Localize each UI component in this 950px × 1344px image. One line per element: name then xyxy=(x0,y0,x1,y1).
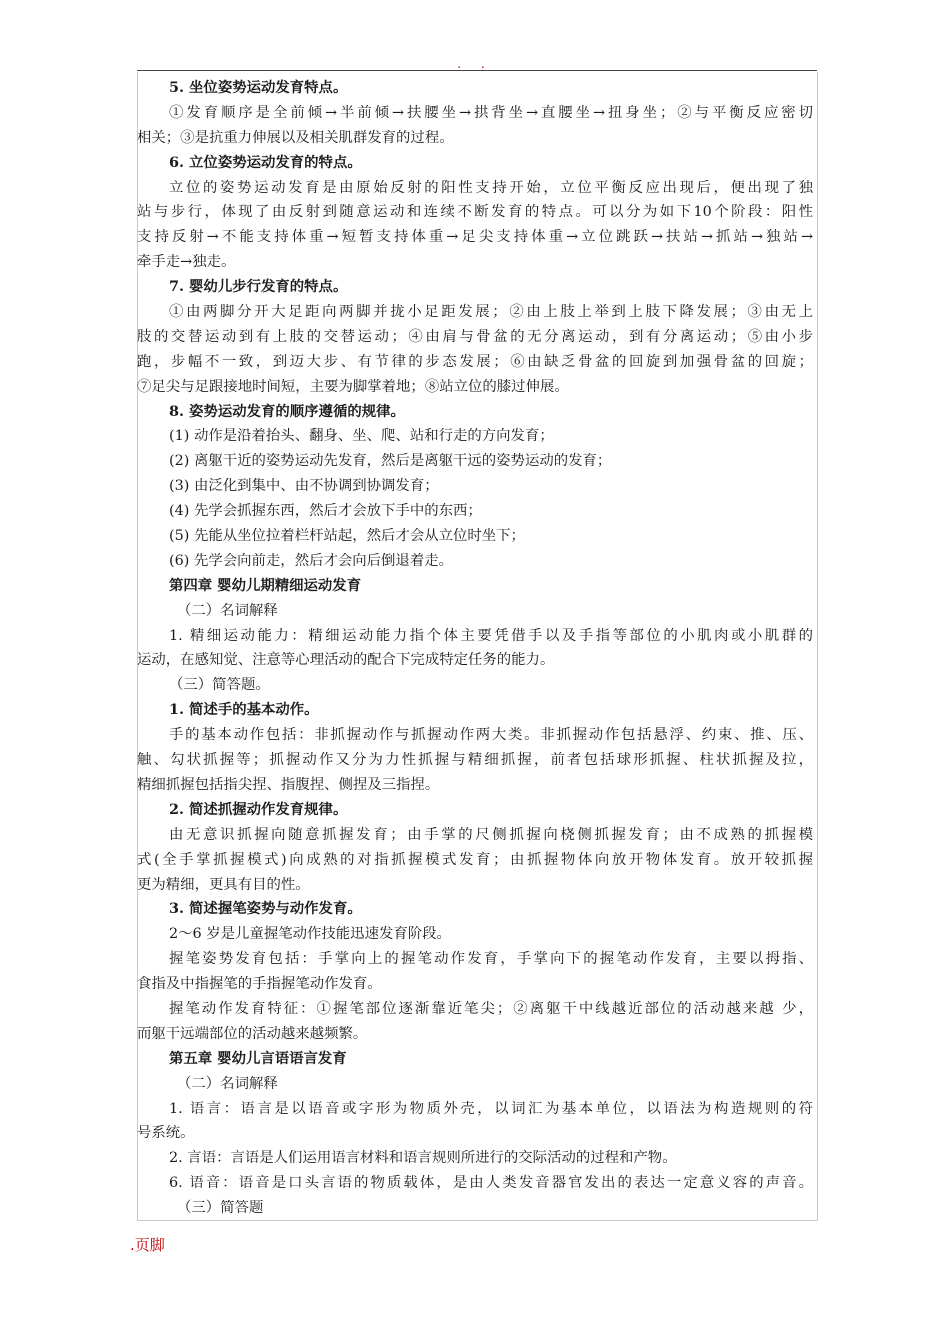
section-heading: 6. 立位姿势运动发育的特点。 xyxy=(169,153,362,171)
text-line: ⑦足尖与足跟接地时间短，主要为脚掌着地；⑧站立位的膝过伸展。 xyxy=(137,378,569,395)
section-heading: 3. 简述握笔姿势与动作发育。 xyxy=(169,900,362,918)
text-line: (4) 先学会抓握东西，然后才会放下手中的东西； xyxy=(169,503,482,520)
text-line: 握笔姿势发育包括：手掌向上的握笔动作发育，手掌向下的握笔动作发育，主要以拇指、 xyxy=(169,951,813,968)
text-line: 站与步行，体现了由反射到随意运动和连续不断发育的特点。可以分为如下10个阶段：阳性 xyxy=(137,204,813,221)
text-line: 肢的交替运动到有上肢的交替运动；④由肩与骨盆的无分离运动，到有分离运动；⑤由小步 xyxy=(137,328,813,345)
section-heading: 8. 姿势运动发育的顺序遵循的规律。 xyxy=(169,402,405,420)
text-line: 手的基本动作包括：非抓握动作与抓握动作两大类。非抓握动作包括悬浮、约束、推、压、 xyxy=(169,727,813,744)
text-line: 跑，步幅不一致，到迈大步、有节律的步态发展；⑥由缺乏骨盆的回旋到加强骨盆的回旋； xyxy=(137,353,813,370)
subsection-label: （二）名词解释 xyxy=(177,1075,278,1092)
subsection-label: （三）简答题 xyxy=(177,1200,264,1217)
text-line: (5) 先能从坐位拉着栏杆站起，然后才会从立位时坐下； xyxy=(169,528,525,545)
text-line: 1. 语言：语言是以语音或字形为物质外壳，以词汇为基本单位，以语法为构造规则的符 xyxy=(169,1100,813,1117)
section-heading: 5. 坐位姿势运动发育特点。 xyxy=(169,79,348,96)
text-line: （三）简答题。 xyxy=(169,677,270,694)
text-line: 2. 言语：言语是人们运用语言材料和语言规则所进行的交际活动的过程和产物。 xyxy=(169,1150,677,1167)
text-line: 牵手走→独走。 xyxy=(137,254,236,271)
text-line: 精细抓握包括指尖捏、指腹捏、侧捏及三指捏。 xyxy=(137,776,440,793)
header-decoration: . . xyxy=(457,57,493,71)
text-line: ①发育顺序是全前倾→半前倾→扶腰坐→拱背坐→直腰坐→扭身坐；②与平衡反应密切 xyxy=(169,104,813,121)
document-body xyxy=(137,76,813,1221)
section-heading: 2. 简述抓握动作发育规律。 xyxy=(169,800,348,818)
section-heading: 1. 简述手的基本动作。 xyxy=(169,701,319,719)
text-line: 而躯干远端部位的活动越来越频繁。 xyxy=(137,1025,368,1042)
text-line: 支持反射→不能支持体重→短暂支持体重→足尖支持体重→立位跳跃→扶站→抓站→独站→ xyxy=(137,229,813,246)
text-line: 运动，在感知觉、注意等心理活动的配合下完成特定任务的能力。 xyxy=(137,652,555,669)
text-line: 更为精细，更具有目的性。 xyxy=(137,876,310,893)
text-line: ①由两脚分开大足距向两脚并拢小足距发展；②由上肢上举到上肢下降发展；③由无上 xyxy=(169,304,813,321)
text-line: 1. 精细运动能力：精细运动能力指个体主要凭借手以及手指等部位的小肌肉或小肌群的 xyxy=(169,627,813,644)
page-footer: .页脚 xyxy=(130,1236,165,1254)
text-line: 相关；③是抗重力伸展以及相关肌群发育的过程。 xyxy=(137,129,454,146)
text-line: 立位的姿势运动发育是由原始反射的阳性支持开始，立位平衡反应出现后，便出现了独 xyxy=(169,179,813,196)
section-heading: 第四章 婴幼儿期精细运动发育 xyxy=(169,576,362,594)
text-line: (1) 动作是沿着抬头、翻身、坐、爬、站和行走的方向发育； xyxy=(169,428,554,445)
text-line: (3) 由泛化到集中、由不协调到协调发育； xyxy=(169,478,439,495)
text-line: 6. 语音：语音是口头言语的物质载体，是由人类发音器官发出的表达一定意义容的声音。 xyxy=(169,1175,813,1192)
text-line: 式(全手掌抓握模式)向成熟的对指抓握模式发育；由抓握物体向放开物体发育。放开较抓握 xyxy=(137,851,813,868)
text-line: (6) 先学会向前走，然后才会向后倒退着走。 xyxy=(169,552,453,569)
subsection-label: （二）名词解释 xyxy=(177,602,278,619)
text-line: 食指及中指握笔的手指握笔动作发育。 xyxy=(137,976,382,993)
text-line: (2) 离躯干近的姿势运动先发育，然后是离躯干远的姿势运动的发育； xyxy=(169,453,612,470)
text-line: 触、勾状抓握等；抓握动作又分为力性抓握与精细抓握，前者包括球形抓握、柱状抓握及拉， xyxy=(137,752,813,769)
section-heading: 7. 婴幼儿步行发育的特点。 xyxy=(169,278,348,296)
header-rule xyxy=(137,70,817,71)
text-line: 握笔动作发育特征：①握笔部位逐渐靠近笔尖；②离躯干中线越近部位的活动越来越 少， xyxy=(169,1000,813,1017)
section-heading: 第五章 婴幼儿言语语言发育 xyxy=(169,1049,347,1067)
text-line: 2～6 岁是儿童握笔动作技能迅速发育阶段。 xyxy=(169,926,451,943)
text-line: 号系统。 xyxy=(137,1125,195,1142)
text-line: 由无意识抓握向随意抓握发育；由手掌的尺侧抓握向桡侧抓握发育；由不成熟的抓握模 xyxy=(169,826,813,843)
